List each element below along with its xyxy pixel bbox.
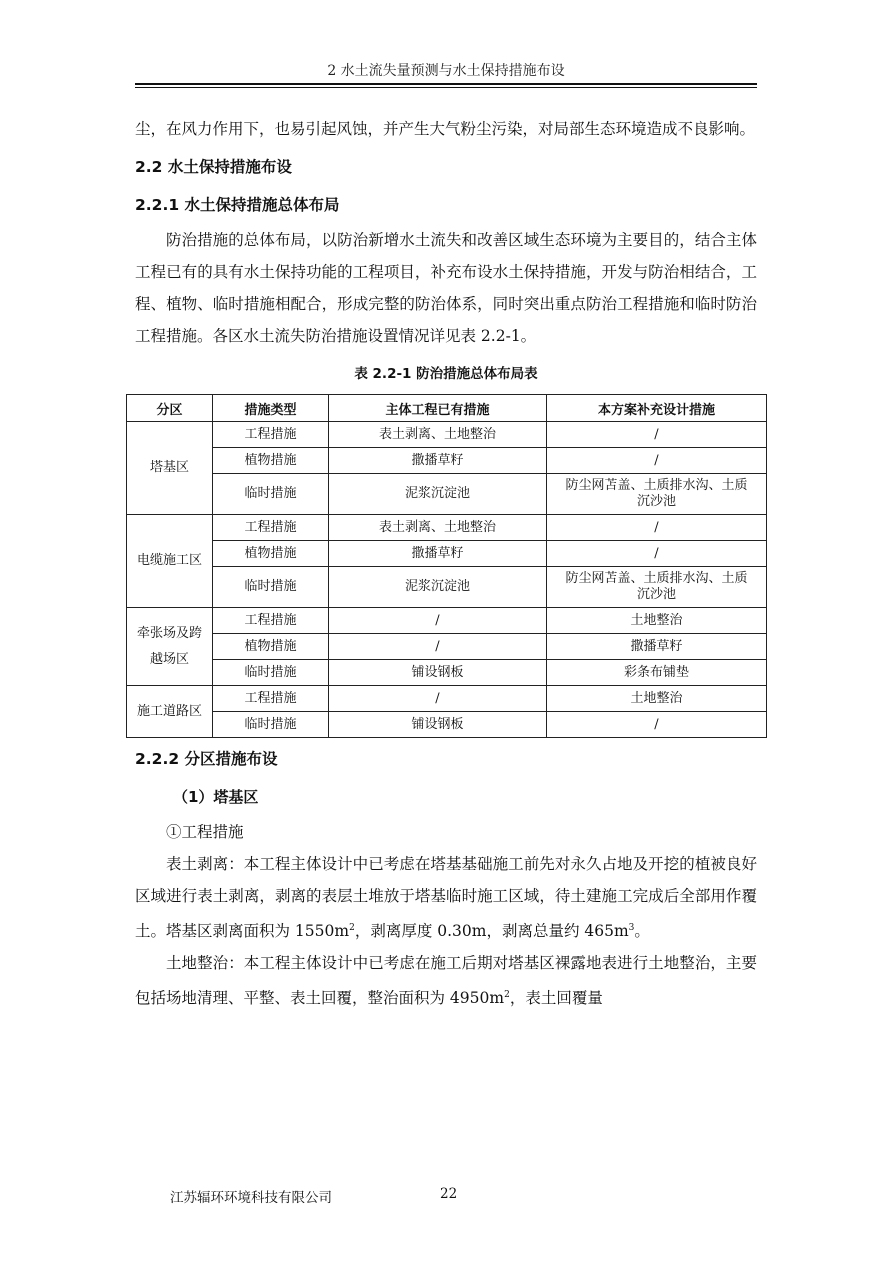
type-cell: 临时措施: [213, 567, 329, 608]
topsoil-paragraph: [135, 848, 757, 947]
existing-cell: 撒播草籽: [329, 541, 547, 567]
table-row: [127, 515, 767, 541]
existing-cell: /: [329, 608, 547, 634]
existing-cell: 铺设钢板: [329, 660, 547, 686]
table-row: [127, 448, 767, 474]
supplement-cell: 撒播草籽: [547, 634, 767, 660]
existing-cell: 铺设钢板: [329, 712, 547, 738]
supplement-cell: /: [547, 712, 767, 738]
table-row: [127, 474, 767, 515]
table-header-row: [127, 395, 767, 422]
zone-cell: 牵张场及跨越场区: [127, 608, 213, 686]
type-cell: 工程措施: [213, 422, 329, 448]
existing-cell: 泥浆沉淀池: [329, 567, 547, 608]
header-cell-type: 措施类型: [213, 395, 329, 422]
header-rule: [135, 83, 757, 88]
supplement-cell: 防尘网苫盖、土质排水沟、土质沉沙池: [547, 567, 767, 608]
supplement-cell: /: [547, 515, 767, 541]
type-cell: 植物措施: [213, 448, 329, 474]
page-header-title: 2 水土流失量预测与水土保持措施布设: [327, 63, 565, 79]
table-row: [127, 660, 767, 686]
type-cell: 临时措施: [213, 474, 329, 515]
footer-company: 江苏辐环环境科技有限公司: [170, 1190, 332, 1206]
topsoil-text-c: 。: [634, 922, 650, 941]
type-cell: 临时措施: [213, 660, 329, 686]
existing-cell: 泥浆沉淀池: [329, 474, 547, 515]
existing-cell: /: [329, 686, 547, 712]
table-row: [127, 608, 767, 634]
supplement-cell: 防尘网苫盖、土质排水沟、土质沉沙池: [547, 474, 767, 515]
existing-cell: 表土剥离、土地整治: [329, 515, 547, 541]
supplement-cell: /: [547, 541, 767, 567]
section-heading-2-2-1: 2.2.1 水土保持措施总体布局: [135, 196, 340, 214]
zone-cell: 塔基区: [127, 422, 213, 515]
layout-paragraph: 防治措施的总体布局，以防治新增水土流失和改善区域生态环境为主要目的，结合主体工程已有的具有水土保持功能的工程项目，补充布设水土保持措施，开发与防治相结合，工程、植物、临时措施相配合，形成完整的防治体系，同时突出重点防治工程措施和临时防治工程措施。各区水土流失防治措施设置情况详见表 2.2-1。: [135, 231, 757, 345]
table-row: [127, 634, 767, 660]
existing-cell: 撒播草籽: [329, 448, 547, 474]
land-sup-area: 2: [504, 990, 510, 1001]
subsection-heading-tower-zone: （1）塔基区: [173, 788, 259, 806]
type-cell: 工程措施: [213, 515, 329, 541]
table-row: [127, 712, 767, 738]
type-cell: 工程措施: [213, 608, 329, 634]
supplement-cell: /: [547, 448, 767, 474]
topsoil-text-b: ，剥离厚度 0.30m，剥离总量约 465m: [354, 922, 629, 941]
type-cell: 临时措施: [213, 712, 329, 738]
table-title: 表 2.2-1 防治措施总体布局表: [354, 366, 538, 382]
topsoil-text-a: 表土剥离：本工程主体设计中已考虑在塔基基础施工前先对永久占地及开挖的植被良好区域进行表土剥离，剥离的表层土堆放于塔基临时施工区域，待土建施工完成后全部用作覆土。塔基区剥离面积为 1550m: [135, 855, 757, 941]
zone-cell: 电缆施工区: [127, 515, 213, 608]
item-engineering-measures: ①工程措施: [166, 823, 244, 841]
measures-table: [126, 394, 767, 738]
land-text-a: 土地整治：本工程主体设计中已考虑在施工后期对塔基区裸露地表进行土地整治，主要包括场地清理、平整、表土回覆，整治面积为 4950m: [135, 954, 757, 1008]
type-cell: 植物措施: [213, 634, 329, 660]
table-row: [127, 567, 767, 608]
zone-cell: 施工道路区: [127, 686, 213, 738]
supplement-cell: 土地整治: [547, 686, 767, 712]
intro-paragraph: 尘，在风力作用下，也易引起风蚀，并产生大气粉尘污染，对局部生态环境造成不良影响。: [135, 120, 756, 138]
table-row: [127, 541, 767, 567]
supplement-cell: 土地整治: [547, 608, 767, 634]
existing-cell: 表土剥离、土地整治: [329, 422, 547, 448]
supplement-cell: /: [547, 422, 767, 448]
header-cell-supplement: 本方案补充设计措施: [547, 395, 767, 422]
topsoil-sup-area: 2: [349, 923, 355, 933]
type-cell: 植物措施: [213, 541, 329, 567]
footer-page-number: 22: [440, 1186, 458, 1202]
section-heading-2-2-2: 2.2.2 分区措施布设: [135, 750, 278, 768]
table-row: [127, 422, 767, 448]
header-cell-zone: 分区: [127, 395, 213, 422]
type-cell: 工程措施: [213, 686, 329, 712]
existing-cell: /: [329, 634, 547, 660]
land-paragraph: [135, 947, 757, 1014]
supplement-cell: 彩条布铺垫: [547, 660, 767, 686]
table-row: [127, 686, 767, 712]
section-heading-2-2: 2.2 水土保持措施布设: [135, 158, 292, 176]
header-cell-existing: 主体工程已有措施: [329, 395, 547, 422]
topsoil-sup-volume: 3: [628, 923, 635, 933]
page-content: [135, 110, 757, 1014]
land-text-b: ，表土回覆量: [509, 989, 603, 1008]
